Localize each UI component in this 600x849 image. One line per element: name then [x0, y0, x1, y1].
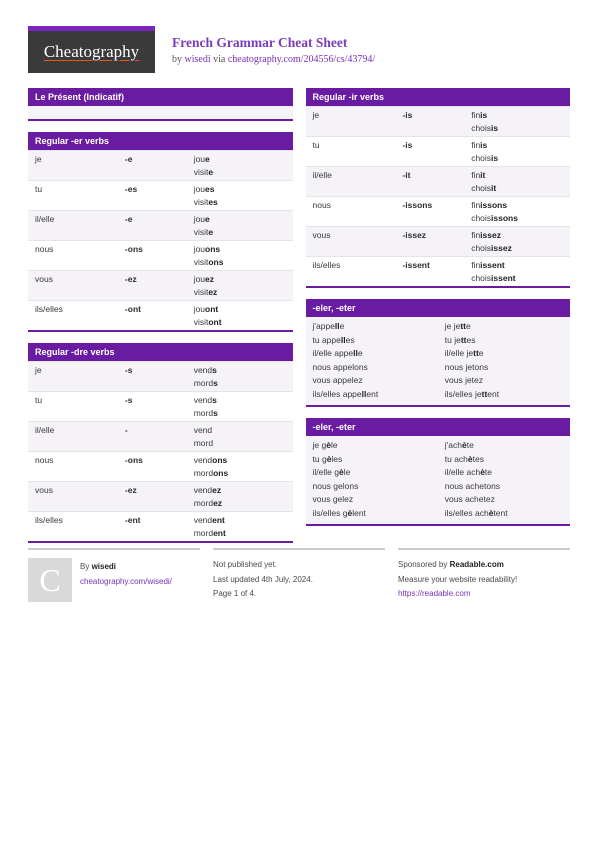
verb-form-line: finis — [471, 140, 488, 150]
ending-cell: - — [124, 425, 128, 435]
logo-box — [28, 31, 155, 73]
verb-form-line: joue — [193, 154, 210, 164]
two-column-row — [306, 436, 571, 524]
verb-form-line: jouont — [193, 304, 219, 314]
verb-form-line: vous jetez — [444, 375, 484, 385]
verb-form-line: vendent — [193, 515, 225, 525]
verb-form-line: visitont — [193, 316, 222, 327]
card-title: -eler, -eter — [306, 418, 571, 436]
byline-via: via — [213, 54, 226, 65]
conjugation-row — [306, 226, 571, 256]
byline-prefix: by — [172, 54, 182, 65]
forms-cell — [464, 139, 570, 164]
verb-form-line: choisissent — [471, 272, 516, 283]
verb-form-line: il/elle jette — [444, 348, 484, 358]
card-title: Regular -ir verbs — [306, 88, 571, 106]
sponsor-tagline: Measure your website readability! — [398, 574, 518, 584]
footer — [28, 548, 570, 602]
sponsor-line — [398, 558, 570, 573]
forms-cell — [187, 183, 293, 208]
conjugation-row — [306, 106, 571, 136]
verb-form-line: visite — [193, 226, 214, 237]
page-number: Page 1 of 4. — [213, 589, 257, 598]
verb-form-line: finis — [471, 110, 488, 120]
pronoun-cell: tu — [312, 140, 320, 150]
verb-form-line: nous achetons — [444, 480, 501, 491]
conjugation-row — [28, 180, 293, 210]
pronoun-cell: vous — [35, 274, 53, 284]
footer-status-section — [213, 548, 385, 602]
verb-paradigm-column — [438, 439, 570, 520]
conjugation-row — [306, 166, 571, 196]
verb-form-line: joue — [193, 214, 210, 224]
pronoun-cell: je — [312, 110, 320, 120]
ending-cell: -ont — [124, 304, 141, 314]
verb-form-line: nous appelons — [312, 361, 368, 372]
ending-cell: -ons — [124, 455, 143, 465]
right-column — [306, 88, 571, 554]
verb-form-line: tu achètes — [444, 453, 484, 464]
left-column — [28, 88, 293, 554]
conjugation-row — [28, 481, 293, 511]
forms-cell — [464, 259, 570, 284]
ending-cell: -is — [402, 140, 413, 150]
verb-form-line: joues — [193, 184, 215, 194]
card-title: Regular -er verbs — [28, 132, 293, 150]
pronoun-cell: il/elle — [312, 170, 332, 180]
card — [28, 132, 293, 332]
verb-form-line: jouez — [193, 274, 215, 284]
empty-card-body — [28, 106, 293, 119]
verb-form-line: choisis — [471, 122, 499, 133]
forms-cell — [464, 169, 570, 194]
pronoun-cell: il/elle — [35, 214, 55, 224]
verb-form-line: vendons — [193, 455, 228, 465]
pronoun-cell: vous — [35, 485, 53, 495]
ending-cell: -es — [124, 184, 138, 194]
verb-form-line: mords — [193, 407, 218, 418]
verb-form-line: vous appelez — [312, 375, 363, 385]
footer-author-link[interactable]: cheatography.com/wisedi/ — [80, 576, 172, 586]
forms-cell — [187, 454, 293, 479]
last-updated: Last updated 4th July, 2024. — [213, 574, 313, 584]
verb-form-line: visite — [193, 166, 214, 177]
verb-form-line: il/elle achète — [444, 467, 493, 477]
ending-cell: -issent — [402, 260, 430, 270]
pronoun-cell: nous — [312, 200, 331, 210]
pronoun-cell: je — [35, 154, 42, 164]
ending-cell: -ons — [124, 244, 143, 254]
verb-form-line: vous achetez — [444, 494, 495, 504]
conjugation-row — [28, 391, 293, 421]
verb-form-line: tu gèles — [312, 453, 343, 464]
pronoun-cell: ils/elles — [35, 515, 63, 525]
verb-form-line: jouons — [193, 244, 221, 254]
verb-form-line: mordent — [193, 527, 226, 538]
footer-by-prefix: By — [80, 562, 90, 571]
sponsor-name: Readable.com — [449, 560, 504, 569]
verb-paradigm-column — [438, 320, 570, 401]
card — [28, 88, 293, 121]
footer-author-section — [28, 548, 200, 602]
pronoun-cell: tu — [35, 184, 43, 194]
pronoun-cell: il/elle — [35, 425, 55, 435]
ending-cell: -ez — [124, 485, 137, 495]
title-block — [172, 35, 375, 65]
conjugation-row — [28, 240, 293, 270]
verb-form-line: tu jettes — [444, 334, 476, 345]
card — [306, 299, 571, 407]
card-title: Regular -dre verbs — [28, 343, 293, 361]
verb-form-line: mords — [193, 377, 218, 388]
pronoun-cell: ils/elles — [312, 260, 341, 270]
forms-cell — [187, 424, 293, 449]
verb-form-line: vous gelez — [312, 494, 354, 504]
verb-form-line: j'achète — [444, 440, 474, 450]
pronoun-cell: vous — [312, 230, 331, 240]
verb-form-line: ils/elles gèlent — [312, 507, 366, 518]
forms-cell — [464, 109, 570, 134]
conjugation-row — [28, 421, 293, 451]
ending-cell: -issez — [402, 230, 427, 240]
verb-paradigm-column — [306, 439, 438, 520]
verb-form-line: vendez — [193, 485, 222, 495]
footer-by-line — [80, 560, 172, 575]
ending-cell: -is — [402, 110, 413, 120]
forms-cell — [187, 303, 293, 328]
forms-cell — [464, 199, 570, 224]
verb-form-line: visitons — [193, 256, 224, 267]
forms-cell — [187, 394, 293, 419]
forms-cell — [187, 243, 293, 268]
verb-form-line: vends — [193, 395, 217, 405]
conjugation-row — [306, 136, 571, 166]
ending-cell: -e — [124, 154, 133, 164]
verb-form-line: choisissons — [471, 212, 518, 223]
pronoun-cell: ils/elles — [35, 304, 63, 314]
ending-cell: -s — [124, 365, 133, 375]
verb-form-line: ils/elles appellent — [312, 388, 379, 399]
ending-cell: -e — [124, 214, 133, 224]
card — [28, 343, 293, 543]
ending-cell: -ez — [124, 274, 137, 284]
page-title: French Grammar Cheat Sheet — [172, 35, 348, 50]
verb-form-line: visites — [193, 196, 218, 207]
card-title: -eler, -eter — [306, 299, 571, 317]
ending-cell: -ent — [124, 515, 141, 525]
publish-status: Not published yet. — [213, 560, 278, 569]
conjugation-row — [306, 256, 571, 286]
forms-cell — [187, 364, 293, 389]
verb-form-line: finissons — [471, 200, 508, 210]
verb-form-line: il/elle appelle — [312, 348, 363, 358]
sponsor-link[interactable]: https://readable.com — [398, 589, 471, 598]
conjugation-row — [306, 196, 571, 226]
footer-author-name: wisedi — [91, 562, 117, 571]
conjugation-row — [28, 270, 293, 300]
verb-form-line: vends — [193, 365, 217, 375]
byline — [172, 54, 375, 65]
verb-form-line: choisis — [471, 152, 499, 163]
content-area — [28, 88, 570, 554]
conjugation-row — [28, 150, 293, 180]
forms-cell — [187, 213, 293, 238]
source-link[interactable]: cheatography.com/204556/cs/43794/ — [227, 54, 376, 65]
verb-form-line: mordez — [193, 497, 223, 508]
verb-form-line: mord — [193, 437, 214, 448]
verb-form-line: visitez — [193, 286, 218, 297]
verb-form-line: tu appelles — [312, 334, 355, 345]
conjugation-row — [28, 451, 293, 481]
verb-form-line: finissez — [471, 230, 501, 240]
avatar: C — [28, 558, 72, 602]
verb-form-line: finit — [471, 170, 486, 180]
card-title: Le Présent (Indicatif) — [28, 88, 293, 106]
verb-form-line: nous jetons — [444, 361, 489, 372]
verb-form-line: je gèle — [312, 440, 338, 450]
verb-form-line: j'appelle — [312, 321, 345, 331]
card — [306, 418, 571, 526]
verb-form-line: finissent — [471, 260, 505, 270]
verb-paradigm-column — [306, 320, 438, 401]
pronoun-cell: nous — [35, 244, 54, 254]
sponsor-prefix: Sponsored by — [398, 560, 448, 569]
card — [306, 88, 571, 288]
pronoun-cell: je — [35, 365, 42, 375]
verb-form-line: choisit — [471, 182, 497, 193]
two-column-row — [306, 317, 571, 405]
conjugation-row — [28, 210, 293, 240]
forms-cell — [187, 484, 293, 509]
verb-form-line: il/elle gèle — [312, 467, 351, 477]
forms-cell — [187, 273, 293, 298]
forms-cell — [187, 514, 293, 539]
author-link[interactable]: wisedi — [184, 54, 211, 65]
forms-cell — [187, 153, 293, 178]
logo-wordmark: Cheatography — [43, 42, 140, 61]
conjugation-row — [28, 361, 293, 391]
verb-form-line: vend — [193, 425, 213, 435]
ending-cell: -issons — [402, 200, 433, 210]
pronoun-cell: tu — [35, 395, 43, 405]
footer-sponsor-section — [398, 548, 570, 602]
verb-form-line: mordons — [193, 467, 229, 478]
verb-form-line: ils/elles achètent — [444, 507, 508, 518]
verb-form-line: choisissez — [471, 242, 512, 253]
verb-form-line: nous gelons — [312, 480, 359, 491]
forms-cell — [464, 229, 570, 254]
ending-cell: -s — [124, 395, 133, 405]
conjugation-row — [28, 511, 293, 541]
verb-form-line: ils/elles jettent — [444, 388, 500, 399]
verb-form-line: je jette — [444, 321, 471, 331]
cheatography-logo[interactable] — [28, 26, 155, 73]
ending-cell: -it — [402, 170, 411, 180]
conjugation-row — [28, 300, 293, 330]
pronoun-cell: nous — [35, 455, 54, 465]
